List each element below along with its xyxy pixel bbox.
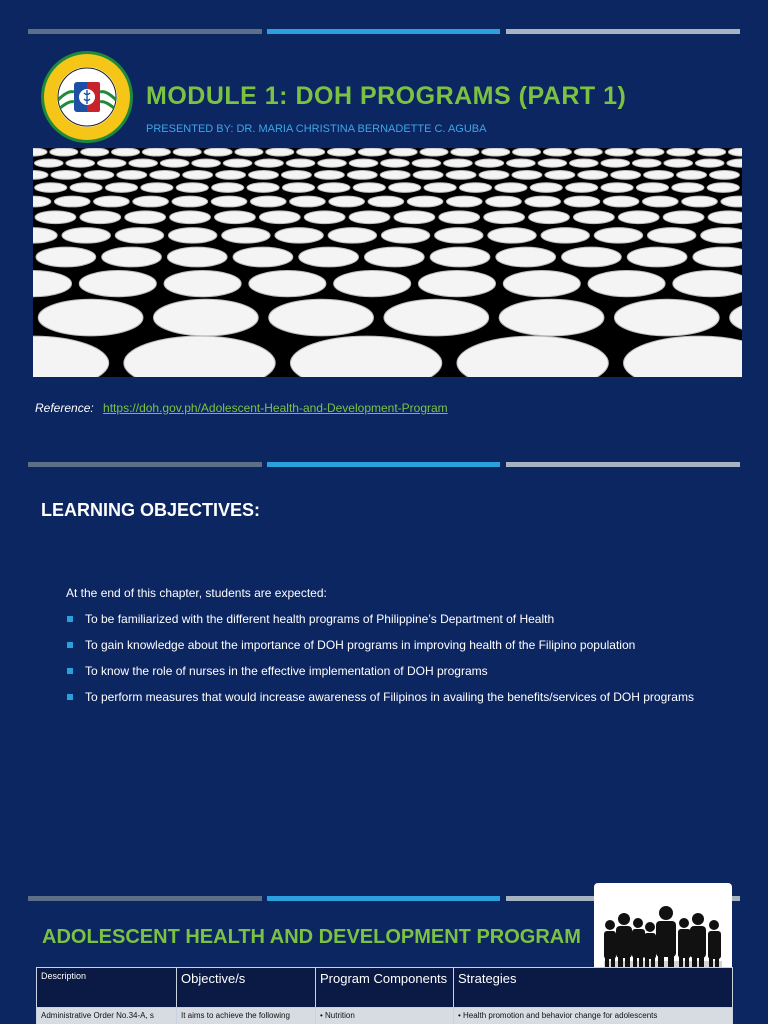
objective-text: To perform measures that would increase awareness of Filipinos in availing the benefits/services of DOH programs xyxy=(85,690,694,704)
table-cell: • Nutrition xyxy=(316,1008,454,1024)
table-cell: It aims to achieve the following xyxy=(177,1008,316,1024)
reference-label: Reference: xyxy=(35,401,94,415)
slide-adolescent-health xyxy=(0,872,768,1024)
slide-learning-objectives xyxy=(0,440,768,872)
accent-bar-dark xyxy=(28,29,262,34)
column-header-strategies: Strategies xyxy=(454,968,733,1008)
square-bullet-icon xyxy=(67,616,73,622)
list-item xyxy=(66,662,716,680)
accent-bar-dark xyxy=(28,896,262,901)
accent-bar-light xyxy=(506,462,740,467)
doh-seal-logo xyxy=(40,50,134,144)
accent-bar-blue xyxy=(267,29,500,34)
module-title: MODULE 1: DOH PROGRAMS (PART 1) xyxy=(146,82,627,110)
square-bullet-icon xyxy=(67,694,73,700)
column-header-description: Description xyxy=(37,968,177,1008)
slide-accent-bars xyxy=(28,462,740,468)
table-cell: • Health promotion and behavior change for adolescents xyxy=(454,1008,733,1024)
list-item xyxy=(66,610,716,628)
objective-text: To know the role of nurses in the effective implementation of DOH programs xyxy=(85,664,488,678)
list-item xyxy=(66,688,716,706)
table-cell: Administrative Order No.34-A, s xyxy=(37,1008,177,1024)
slide-title xyxy=(0,0,768,440)
objectives-intro: At the end of this chapter, students are expected: xyxy=(66,586,327,600)
objective-text: To gain knowledge about the importance of DOH programs in improving health of the Filipino population xyxy=(85,638,636,652)
objective-text: To be familiarized with the different health programs of Philippine’s Department of Health xyxy=(85,612,555,626)
column-header-objectives: Objective/s xyxy=(177,968,316,1008)
accent-bar-blue xyxy=(267,896,500,901)
learning-objectives-heading: LEARNING OBJECTIVES: xyxy=(41,500,261,520)
slide-accent-bars xyxy=(28,29,740,35)
program-table xyxy=(36,967,733,1024)
column-header-program-components: Program Components xyxy=(316,968,454,1008)
table-row xyxy=(37,1008,733,1024)
presenter-line: PRESENTED BY: DR. MARIA CHRISTINA BERNADETTE C. AGUBA xyxy=(146,123,487,135)
objectives-list xyxy=(66,610,716,714)
square-bullet-icon xyxy=(67,668,73,674)
square-bullet-icon xyxy=(67,642,73,648)
reference-line xyxy=(35,401,448,415)
white-discs-photo xyxy=(33,148,742,377)
accent-bar-blue xyxy=(267,462,500,467)
accent-bar-light xyxy=(506,29,740,34)
accent-bar-dark xyxy=(28,462,262,467)
reference-link[interactable]: https://doh.gov.ph/Adolescent-Health-and-Development-Program xyxy=(103,401,448,415)
list-item xyxy=(66,636,716,654)
table-header-row xyxy=(37,968,733,1008)
program-title: ADOLESCENT HEALTH AND DEVELOPMENT PROGRAM xyxy=(42,926,581,948)
